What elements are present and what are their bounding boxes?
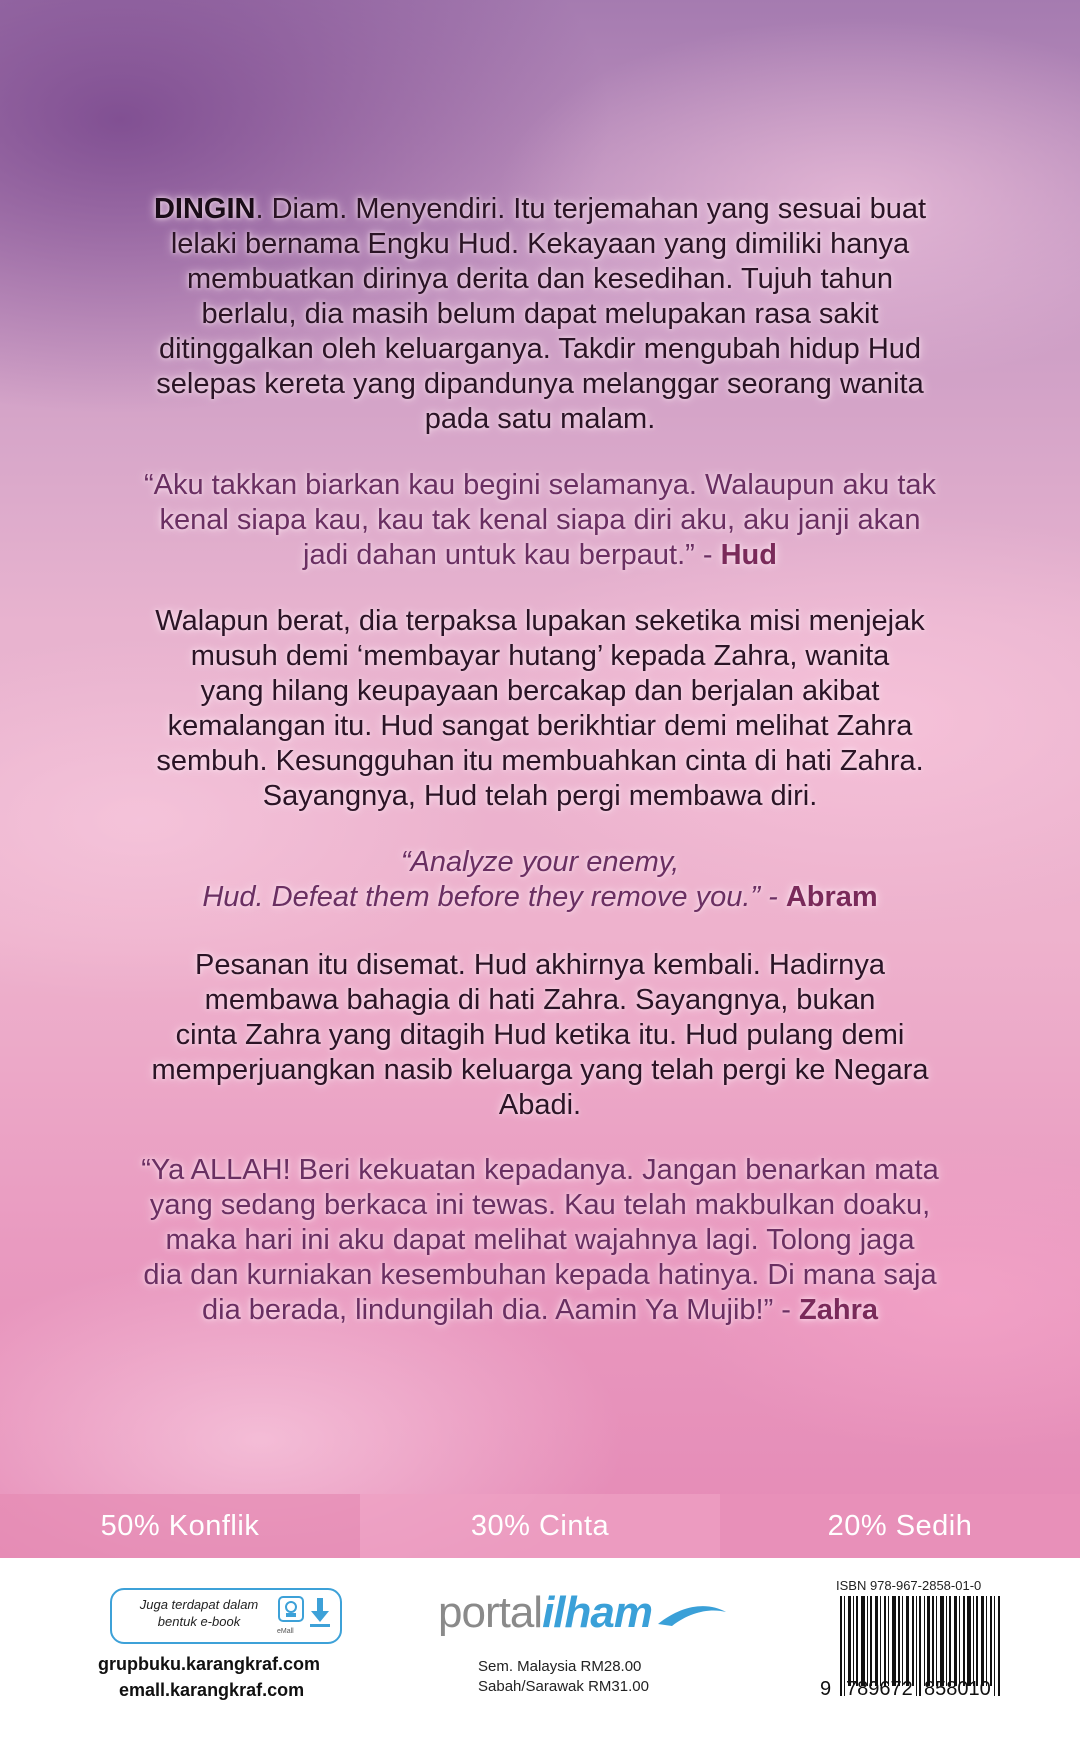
ebook-badge-text xyxy=(124,1596,274,1630)
quote-line xyxy=(70,538,1010,573)
quote-line: “Ya ALLAH! Beri kekuatan kepadanya. Jangan benarkan mata xyxy=(141,1154,939,1186)
isbn-number: ISBN 978-967-2858-01-0 xyxy=(836,1578,982,1593)
logo-ilham-text: ilham xyxy=(542,1588,652,1637)
portal-ilham-logo xyxy=(438,1588,728,1648)
quote-text: dia berada, lindungilah dia. Aamin Ya Mujib!” - xyxy=(202,1294,800,1326)
synopsis-paragraph-2 xyxy=(70,604,1010,814)
website-link-grupbuku[interactable]: grupbuku.karangkraf.com xyxy=(98,1654,321,1674)
quote-line: “Aku takkan biarkan kau begini selamanya. Walaupun aku tak xyxy=(143,469,937,501)
quote-hud xyxy=(70,468,1010,573)
synopsis-line: Pesanan itu disemat. Hud akhirnya kembali. Hadirnya xyxy=(195,949,885,981)
quote-line xyxy=(70,880,1010,915)
genre-love: 30% Cinta xyxy=(360,1494,720,1558)
genre-breakdown-bar xyxy=(0,1494,1080,1558)
synopsis-line: ditinggalkan oleh keluarganya. Takdir mengubah hidup Hud xyxy=(158,333,922,365)
synopsis-line xyxy=(70,192,1010,227)
quote-line: dia dan kurniakan kesembuhan kepada hatinya. Di mana saja xyxy=(143,1259,937,1291)
synopsis-line: lelaki bernama Engku Hud. Kekayaan yang dimiliki hanya xyxy=(170,228,910,260)
synopsis-line: Walapun berat, dia terpaksa lupakan seketika misi menjejak xyxy=(155,605,925,637)
genre-sad: 20% Sedih xyxy=(720,1494,1080,1558)
emall-logo-icon xyxy=(278,1596,304,1628)
footer xyxy=(0,1558,1080,1738)
quote-line: yang sedang berkaca ini tewas. Kau telah makbulkan doaku, xyxy=(149,1189,931,1221)
ebook-badge xyxy=(110,1588,342,1644)
barcode-digit-prefix: 9 xyxy=(820,1678,832,1700)
synopsis-line: yang hilang keupayaan bercakap dan berjalan akibat xyxy=(200,675,880,707)
quote-abram xyxy=(70,845,1010,915)
quote-zahra xyxy=(70,1153,1010,1328)
genre-conflict: 50% Konflik xyxy=(0,1494,360,1558)
synopsis-line: pada satu malam. xyxy=(424,403,656,435)
synopsis-line: berlalu, dia masih belum dapat melupakan rasa sakit xyxy=(201,298,879,330)
synopsis-line: selepas kereta yang dipandunya melanggar seorang wanita xyxy=(156,368,924,400)
quote-line: maka hari ini aku dapat melihat wajahnya lagi. Tolong jaga xyxy=(165,1224,915,1256)
synopsis-line: membuatkan dirinya derita dan kesedihan. Tujuh tahun xyxy=(186,263,894,295)
price-east-malaysia: Sabah/Sarawak RM31.00 xyxy=(478,1678,649,1695)
quote-line xyxy=(70,1293,1010,1328)
barcode-digits-right: 858010 xyxy=(924,1678,991,1700)
website-link-emall[interactable]: emall.karangkraf.com xyxy=(119,1680,305,1700)
lead-word: DINGIN xyxy=(153,193,256,225)
synopsis-line: kemalangan itu. Hud sangat berikhtiar demi melihat Zahra xyxy=(167,710,913,742)
quote-line: “Analyze your enemy, xyxy=(400,846,680,878)
quote-speaker: Hud xyxy=(720,539,777,571)
synopsis-text: . Diam. Menyendiri. Itu terjemahan yang sesuai buat xyxy=(255,193,927,225)
synopsis-line: membawa bahagia di hati Zahra. Sayangnya, bukan xyxy=(204,984,876,1016)
logo-portal-text: portal xyxy=(438,1588,543,1637)
quote-text: Hud. Defeat them before they remove you.” - xyxy=(202,881,786,913)
synopsis-line: musuh demi ‘membayar hutang’ kepada Zahra, wanita xyxy=(190,640,890,672)
synopsis-paragraph-1 xyxy=(70,192,1010,437)
logo-swoosh-icon xyxy=(598,1594,728,1634)
synopsis-line: Sayangnya, Hud telah pergi membawa diri. xyxy=(262,780,818,812)
synopsis-paragraph-3 xyxy=(70,948,1010,1123)
synopsis-line: memperjuangkan nasib keluarga yang telah pergi ke Negara xyxy=(151,1054,929,1086)
price-peninsular: Sem. Malaysia RM28.00 xyxy=(478,1658,642,1675)
synopsis-line: sembuh. Kesungguhan itu membuahkan cinta di hati Zahra. xyxy=(156,745,924,777)
quote-text: jadi dahan untuk kau berpaut.” - xyxy=(303,539,721,571)
quote-speaker: Zahra xyxy=(799,1294,878,1326)
barcode-digits-left: 789672 xyxy=(846,1678,913,1700)
download-arrow-icon xyxy=(308,1596,332,1628)
quote-speaker: Abram xyxy=(785,881,878,913)
synopsis-line: cinta Zahra yang ditagih Hud ketika itu. Hud pulang demi xyxy=(175,1019,905,1051)
ebook-line: bentuk e-book xyxy=(157,1614,241,1629)
ebook-line: Juga terdapat dalam xyxy=(139,1597,259,1612)
synopsis-line: Abadi. xyxy=(498,1089,582,1121)
emall-label: eMall xyxy=(277,1628,294,1635)
quote-line: kenal siapa kau, kau tak kenal siapa diri aku, aku janji akan xyxy=(159,504,921,536)
